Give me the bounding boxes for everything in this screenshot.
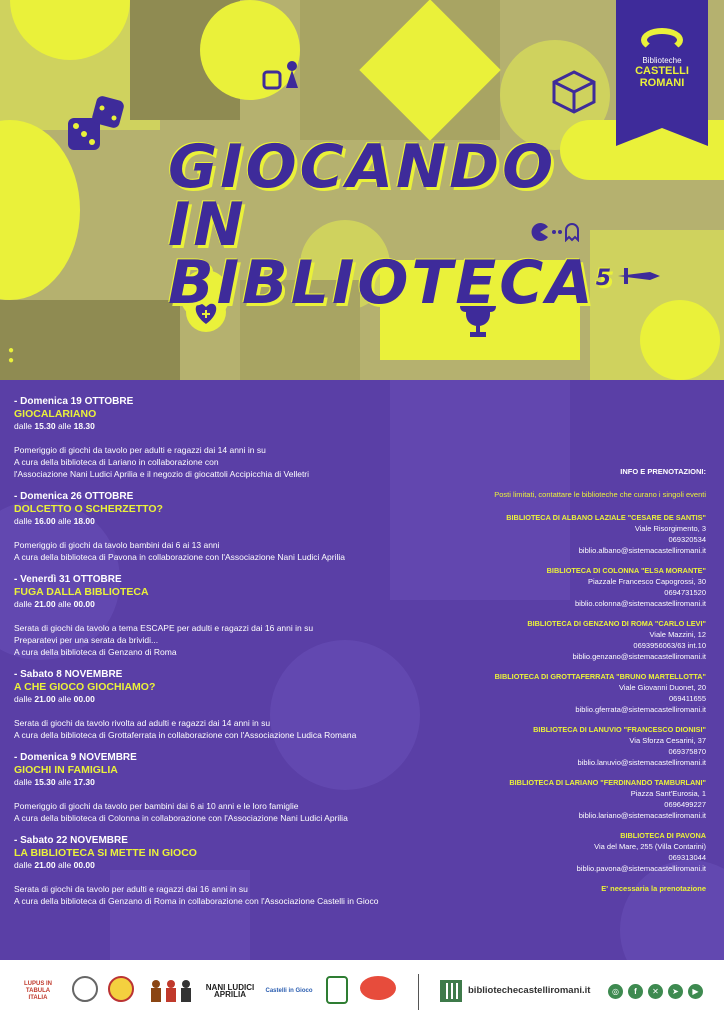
library-contact [470,512,706,556]
event-description: Serata di giochi da tavolo rivolta ad adulti e ragazzi dai 14 anni in su A cura della biblioteca di Grottaferrata in collaborazione con l'Associazione Ludica Romana [14,718,357,740]
dots-decoration: ● ● [8,345,15,366]
library-address: Viale Mazzini, 12 [649,630,706,639]
telegram-icon[interactable]: ➤ [668,984,683,999]
event-date: - Sabato 8 NOVEMBRE [14,669,123,680]
event-item [14,491,464,563]
events-list [14,396,464,918]
event-item [14,752,464,824]
logo-text-line1: Biblioteche [642,56,682,65]
event-name: GIOCALARIANO [14,408,97,420]
library-phone[interactable]: 069320534 [668,535,706,544]
library-phone[interactable]: 0694731520 [664,588,706,597]
library-name: BIBLIOTECA DI ALBANO LAZIALE "CESARE DE SANTIS" [506,513,706,522]
partner-logo-shield[interactable] [326,976,348,1004]
library-email[interactable]: biblio.colonna@sistemacastelliromani.it [574,599,706,608]
logo-text-line2: CASTELLI [635,65,689,77]
event-item [14,396,464,480]
library-phone[interactable]: 0693956063/63 int.10 [633,641,706,650]
header-banner [0,0,724,380]
library-name: BIBLIOTECA DI LANUVIO "FRANCESCO DIONISI" [533,725,706,734]
meeple-icon [148,978,194,1004]
library-name: BIBLIOTECA DI COLONNA "ELSA MORANTE" [546,566,706,575]
library-phone[interactable]: 0696499227 [664,800,706,809]
sword-icon [614,262,664,290]
partner-logo-lupus-in-tabula[interactable]: LUPUS IN TABULA ITALIA [23,980,52,1001]
x-icon[interactable]: ✕ [648,984,663,999]
event-date: - Domenica 19 OTTOBRE [14,396,134,407]
event-name: A CHE GIOCO GIOCHIAMO? [14,681,156,693]
library-address: Piazza Sant'Eurosia, 1 [630,789,706,798]
event-time: dalle 15.30 alle 17.30 [14,777,95,787]
event-date: - Domenica 9 NOVEMBRE [14,752,137,763]
event-name: GIOCHI IN FAMIGLIA [14,764,118,776]
event-date: - Domenica 26 OTTOBRE [14,491,134,502]
library-contact [470,618,706,662]
castelli-romani-logo[interactable] [616,0,708,128]
event-time: dalle 15.30 alle 18.30 [14,421,95,431]
library-phone[interactable]: 069313044 [668,853,706,862]
library-name: BIBLIOTECA DI GENZANO DI ROMA "CARLO LEVI" [527,619,706,628]
event-description: Pomeriggio di giochi da tavolo per adulti e ragazzi dai 14 anni in su A cura della biblioteca di Lariano in collaborazione con l'Associazione Nani Ludici Aprilia e il negozio di giocattoli Accipicchia di Velletri [14,445,310,479]
website-link[interactable]: bibliotechecastelliromani.it [468,985,591,996]
dice-icon [66,94,130,158]
event-name: DOLCETTO O SCHERZETTO? [14,503,163,515]
library-contact [470,724,706,768]
library-address: Via del Mare, 255 (Villa Contarini) [594,842,706,851]
info-title: INFO E PRENOTAZIONI: [620,467,706,476]
event-item [14,574,464,658]
event-name: LA BIBLIOTECA SI METTE IN GIOCO [14,847,197,859]
library-address: Via Sforza Cesarini, 37 [629,736,706,745]
library-email[interactable]: biblio.gferrata@sistemacastelliromani.it [575,705,706,714]
event-description: Pomeriggio di giochi da tavolo bambini dai 6 ai 13 anni A cura della biblioteca di Pavona in collaborazione con l'Associazione Nani Ludici Aprilia [14,540,345,562]
library-contact [470,777,706,821]
info-panel [470,466,706,894]
footer-divider [418,974,419,1010]
facebook-icon[interactable]: f [628,984,643,999]
event-description: Serata di giochi da tavolo per adulti e ragazzi dai 16 anni in su A cura della biblioteca di Genzano di Roma in collaborazione con l'Associazione Castelli in Gioco [14,884,379,906]
youtube-icon[interactable]: ▶ [688,984,703,999]
event-time: dalle 21.00 alle 00.00 [14,694,95,704]
partner-logo-castelli-in-gioco[interactable]: Castelli in Gioco [265,987,313,994]
event-item [14,669,464,741]
library-email[interactable]: biblio.pavona@sistemacastelliromani.it [576,864,706,873]
footer-partners [0,960,724,1024]
instagram-icon[interactable]: ◎ [608,984,623,999]
partner-logo-emblem[interactable] [72,976,98,1002]
page-title [168,132,615,318]
title-line2: BIBLIOTECA [168,248,596,318]
event-date: - Venerdì 31 OTTOBRE [14,574,122,585]
library-name: BIBLIOTECA DI PAVONA [620,831,706,840]
library-email[interactable]: biblio.albano@sistemacastelliromani.it [578,546,706,555]
partner-logo-crest[interactable] [108,976,134,1002]
library-name: BIBLIOTECA DI LARIANO "FERDINANDO TAMBURLANI" [509,778,706,787]
library-email[interactable]: biblio.genzano@sistemacastelliromani.it [572,652,706,661]
library-address: Viale Risorgimento, 3 [634,524,706,533]
rubiks-cube-icon [552,70,596,114]
library-contact [470,830,706,874]
library-name: BIBLIOTECA DI GROTTAFERRATA "BRUNO MARTELLOTTA" [494,672,706,681]
library-contact [470,565,706,609]
decor-circle [640,300,720,380]
qr-code-icon[interactable] [440,980,462,1002]
library-address: Piazzale Francesco Capogrossi, 30 [588,577,706,586]
event-time: dalle 16.00 alle 18.00 [14,516,95,526]
partner-logo-red[interactable] [360,976,396,1000]
decor-block [0,300,180,380]
info-note: Posti limitati, contattare le biblioteche che curano i singoli eventi [494,490,706,499]
library-address: Viale Giovanni Duonet, 20 [618,683,706,692]
logo-text-line3: ROMANI [639,77,685,89]
library-phone[interactable]: 069411655 [669,694,706,703]
event-date: - Sabato 22 NOVEMBRE [14,835,128,846]
library-email[interactable]: biblio.lariano@sistemacastelliromani.it [578,811,706,820]
event-description: Pomeriggio di giochi da tavolo per bambini dai 6 ai 10 anni e le loro famiglie A cura della biblioteca di Colonna in collaborazione con l'Associazione Nani Ludici Aprilia [14,801,348,823]
partner-logo-figures[interactable] [148,976,194,1006]
event-time: dalle 21.00 alle 00.00 [14,599,95,609]
library-phone[interactable]: 069375870 [668,747,706,756]
edition-number: 5 [595,266,615,291]
logo-mark-icon [641,28,683,52]
booking-required-note: E' necessaria la prenotazione [601,884,706,893]
partner-logo-nani-ludici[interactable]: NANI LUDICI APRILIA [205,983,255,999]
library-contact [470,671,706,715]
event-time: dalle 21.00 alle 00.00 [14,860,95,870]
title-line1: GIOCANDO IN [168,132,557,260]
event-name: FUGA DALLA BIBLIOTECA [14,586,149,598]
game-pieces-icon [262,58,302,92]
event-description: Serata di giochi da tavolo a tema ESCAPE per adulti e ragazzi dai 16 anni in su Preparatevi per una serata da brividi... A cura della biblioteca di Genzano di Roma [14,623,314,657]
library-email[interactable]: biblio.lanuvio@sistemacastelliromani.it [577,758,706,767]
event-item [14,835,464,907]
